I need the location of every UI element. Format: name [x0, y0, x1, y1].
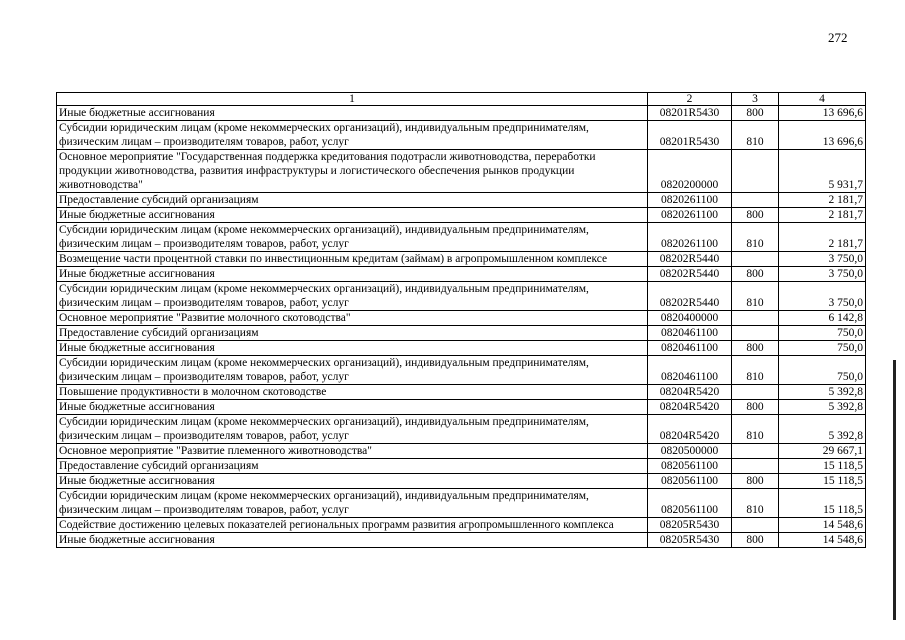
cell-code: 0820261100	[648, 208, 732, 223]
cell-name: Иные бюджетные ассигнования	[57, 267, 648, 282]
table-row	[57, 150, 866, 193]
table-row	[57, 415, 866, 444]
table-row	[57, 193, 866, 208]
cell-code: 0820261100	[648, 223, 732, 252]
cell-name: Иные бюджетные ассигнования	[57, 474, 648, 489]
cell-name: Иные бюджетные ассигнования	[57, 341, 648, 356]
cell-type: 810	[732, 489, 779, 518]
cell-code: 0820261100	[648, 193, 732, 208]
cell-sum: 14 548,6	[779, 533, 866, 548]
cell-type	[732, 311, 779, 326]
budget-table	[56, 92, 866, 548]
table-row	[57, 474, 866, 489]
table-row	[57, 341, 866, 356]
table-row	[57, 311, 866, 326]
cell-code: 08202R5440	[648, 282, 732, 311]
cell-type	[732, 459, 779, 474]
table-row	[57, 252, 866, 267]
cell-type: 800	[732, 341, 779, 356]
page-number: 272	[828, 30, 848, 45]
cell-code: 08205R5430	[648, 533, 732, 548]
cell-code: 08204R5420	[648, 400, 732, 415]
cell-name: Предоставление субсидий организациям	[57, 459, 648, 474]
cell-name: Иные бюджетные ассигнования	[57, 533, 648, 548]
cell-type	[732, 326, 779, 341]
header-col-1: 1	[57, 93, 648, 106]
table-row	[57, 444, 866, 459]
cell-type	[732, 444, 779, 459]
cell-type	[732, 518, 779, 533]
header-col-3: 3	[732, 93, 779, 106]
table-row	[57, 356, 866, 385]
cell-type: 800	[732, 474, 779, 489]
table-row	[57, 518, 866, 533]
cell-code: 0820200000	[648, 150, 732, 193]
cell-code: 08202R5440	[648, 252, 732, 267]
cell-type: 800	[732, 267, 779, 282]
cell-name: Субсидии юридическим лицам (кроме некоммерческих организаций), индивидуальным предпринимателям, физическим лицам – производителям товаров, работ, услуг	[57, 282, 648, 311]
cell-sum: 14 548,6	[779, 518, 866, 533]
cell-code: 0820561100	[648, 459, 732, 474]
cell-sum: 3 750,0	[779, 267, 866, 282]
table-row	[57, 208, 866, 223]
table-header-row	[57, 93, 866, 106]
table-row	[57, 533, 866, 548]
table-row	[57, 459, 866, 474]
cell-sum: 3 750,0	[779, 282, 866, 311]
cell-sum: 15 118,5	[779, 459, 866, 474]
cell-sum: 13 696,6	[779, 121, 866, 150]
cell-sum: 750,0	[779, 341, 866, 356]
table-row	[57, 282, 866, 311]
table-row	[57, 400, 866, 415]
cell-name: Повышение продуктивности в молочном скотоводстве	[57, 385, 648, 400]
cell-name: Основное мероприятие "Развитие молочного скотоводства"	[57, 311, 648, 326]
cell-name: Содействие достижению целевых показателей региональных программ развития агропромышленного комплекса	[57, 518, 648, 533]
cell-sum: 6 142,8	[779, 311, 866, 326]
cell-code: 08205R5430	[648, 518, 732, 533]
table-row	[57, 489, 866, 518]
cell-sum: 29 667,1	[779, 444, 866, 459]
cell-type: 800	[732, 533, 779, 548]
cell-sum: 750,0	[779, 326, 866, 341]
cell-type: 800	[732, 106, 779, 121]
cell-code: 0820561100	[648, 489, 732, 518]
cell-type: 810	[732, 223, 779, 252]
cell-sum: 750,0	[779, 356, 866, 385]
cell-sum: 15 118,5	[779, 489, 866, 518]
cell-name: Иные бюджетные ассигнования	[57, 400, 648, 415]
scan-edge-mark	[893, 360, 896, 620]
table-row	[57, 267, 866, 282]
cell-sum: 2 181,7	[779, 193, 866, 208]
table-row	[57, 385, 866, 400]
cell-code: 08202R5440	[648, 267, 732, 282]
cell-code: 0820461100	[648, 326, 732, 341]
table-row	[57, 106, 866, 121]
cell-type	[732, 385, 779, 400]
cell-code: 08201R5430	[648, 106, 732, 121]
cell-type: 810	[732, 282, 779, 311]
cell-sum: 2 181,7	[779, 208, 866, 223]
cell-sum: 5 392,8	[779, 400, 866, 415]
cell-sum: 3 750,0	[779, 252, 866, 267]
cell-type: 810	[732, 415, 779, 444]
cell-type	[732, 193, 779, 208]
cell-code: 0820561100	[648, 474, 732, 489]
header-col-2: 2	[648, 93, 732, 106]
cell-code: 0820461100	[648, 356, 732, 385]
cell-sum: 5 931,7	[779, 150, 866, 193]
cell-sum: 13 696,6	[779, 106, 866, 121]
cell-name: Иные бюджетные ассигнования	[57, 106, 648, 121]
table-row	[57, 223, 866, 252]
cell-name: Субсидии юридическим лицам (кроме некоммерческих организаций), индивидуальным предпринимателям, физическим лицам – производителям товаров, работ, услуг	[57, 223, 648, 252]
cell-sum: 5 392,8	[779, 385, 866, 400]
cell-code: 0820461100	[648, 341, 732, 356]
cell-type: 810	[732, 121, 779, 150]
header-col-4: 4	[779, 93, 866, 106]
table-row	[57, 326, 866, 341]
cell-name: Основное мероприятие "Государственная поддержка кредитования подотрасли животноводства, переработки продукции животноводства, развития инфраструктуры и логистического обеспечения рынков продукции животноводства"	[57, 150, 648, 193]
cell-type	[732, 252, 779, 267]
cell-sum: 2 181,7	[779, 223, 866, 252]
cell-type: 800	[732, 400, 779, 415]
cell-code: 0820500000	[648, 444, 732, 459]
cell-code: 08204R5420	[648, 385, 732, 400]
table-row	[57, 121, 866, 150]
cell-name: Возмещение части процентной ставки по инвестиционным кредитам (займам) в агропромышленном комплексе	[57, 252, 648, 267]
cell-name: Предоставление субсидий организациям	[57, 326, 648, 341]
cell-type	[732, 150, 779, 193]
cell-type: 810	[732, 356, 779, 385]
cell-code: 08201R5430	[648, 121, 732, 150]
cell-name: Предоставление субсидий организациям	[57, 193, 648, 208]
cell-name: Субсидии юридическим лицам (кроме некоммерческих организаций), индивидуальным предпринимателям, физическим лицам – производителям товаров, работ, услуг	[57, 415, 648, 444]
cell-name: Субсидии юридическим лицам (кроме некоммерческих организаций), индивидуальным предпринимателям, физическим лицам – производителям товаров, работ, услуг	[57, 489, 648, 518]
cell-code: 08204R5420	[648, 415, 732, 444]
cell-sum: 5 392,8	[779, 415, 866, 444]
cell-name: Субсидии юридическим лицам (кроме некоммерческих организаций), индивидуальным предпринимателям, физическим лицам – производителям товаров, работ, услуг	[57, 356, 648, 385]
cell-sum: 15 118,5	[779, 474, 866, 489]
cell-type: 800	[732, 208, 779, 223]
cell-name: Основное мероприятие "Развитие племенного животноводства"	[57, 444, 648, 459]
cell-code: 0820400000	[648, 311, 732, 326]
cell-name: Иные бюджетные ассигнования	[57, 208, 648, 223]
cell-name: Субсидии юридическим лицам (кроме некоммерческих организаций), индивидуальным предпринимателям, физическим лицам – производителям товаров, работ, услуг	[57, 121, 648, 150]
